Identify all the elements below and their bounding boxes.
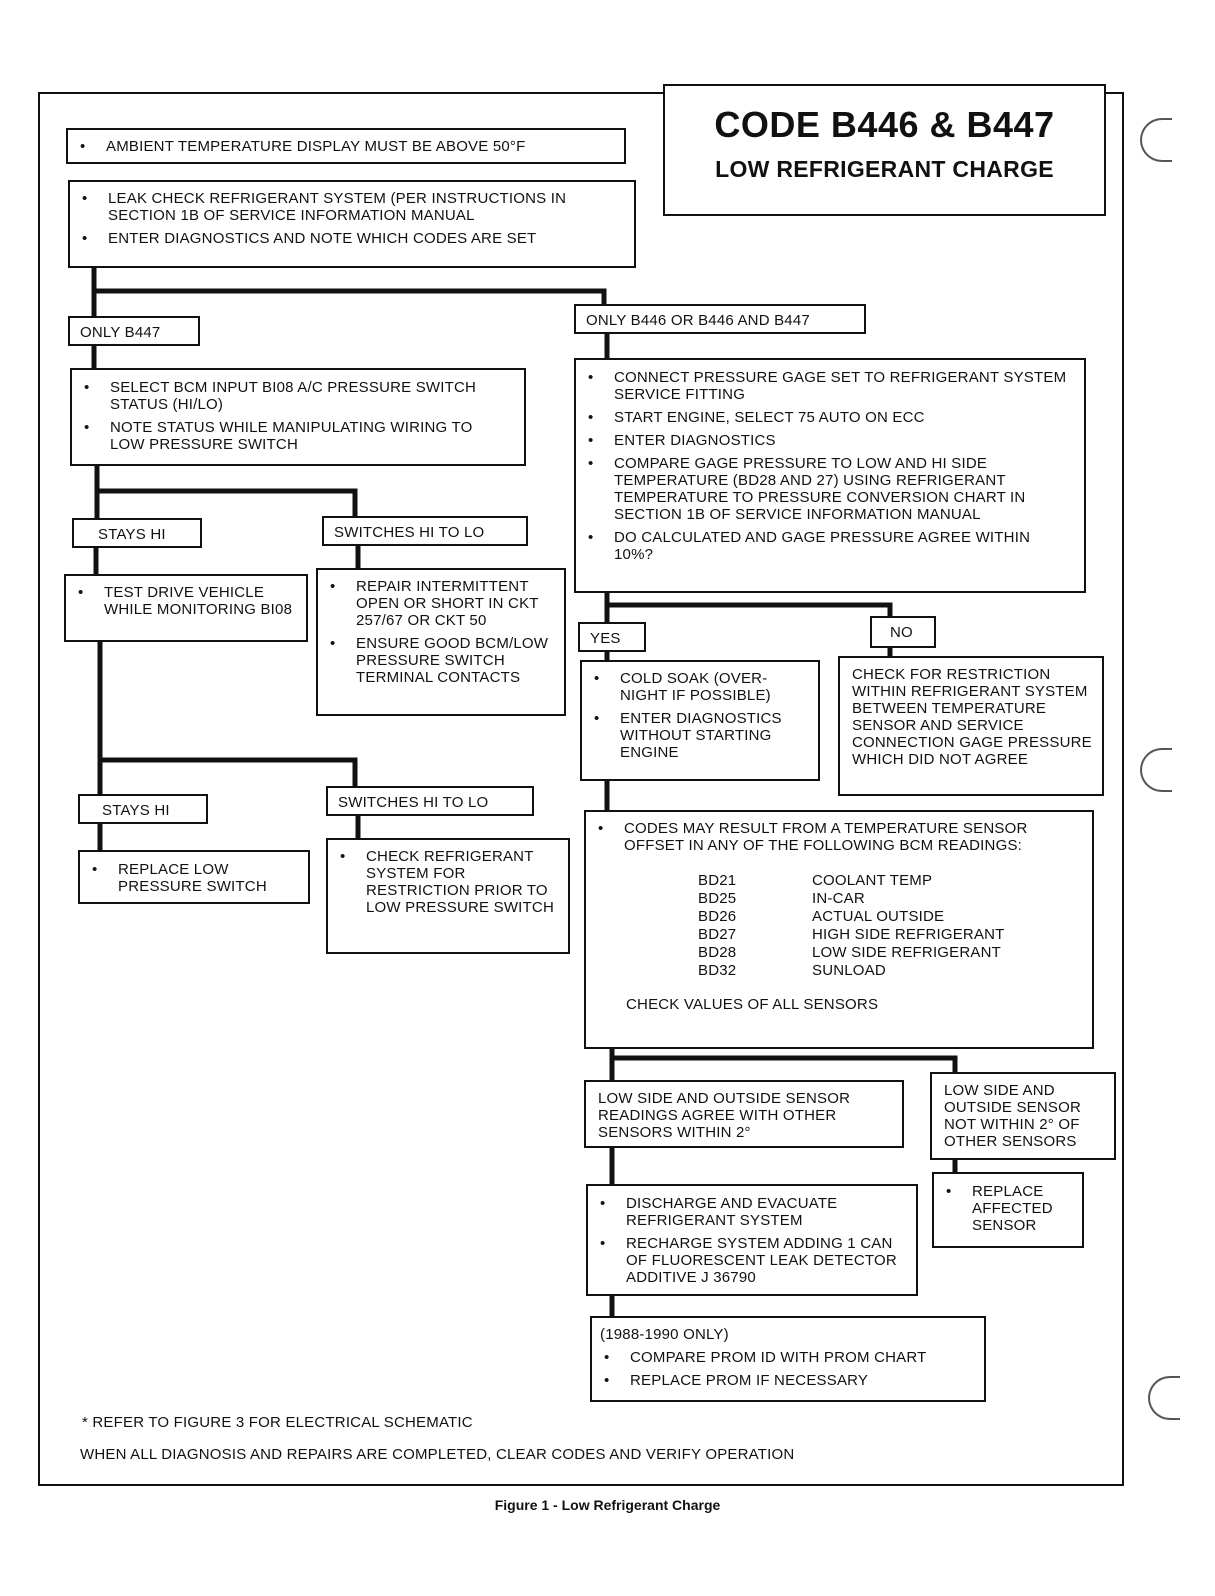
enter-diagnostics-no-start-step: • ENTER DIAGNOSTICS WITHOUT STARTING ENGINE xyxy=(582,710,812,761)
check-refrigerant-box xyxy=(326,838,570,954)
recharge-step: • RECHARGE SYSTEM ADDING 1 CAN OF FLUORESCENT LEAK DETECTOR ADDITIVE J 36790 xyxy=(588,1235,908,1286)
reading-name: COOLANT TEMP xyxy=(812,872,933,889)
no-label: NO xyxy=(870,616,936,648)
reading-name: IN-CAR xyxy=(812,890,865,907)
connect-gage-box xyxy=(574,358,1086,593)
stays-hi-label-1: STAYS HI xyxy=(72,518,202,548)
code-title: CODE B446 & B447 xyxy=(714,104,1055,145)
yes-label: YES xyxy=(578,622,646,652)
ensure-contacts-step: • ENSURE GOOD BCM/LOW PRESSURE SWITCH TERMINAL CONTACTS xyxy=(318,635,556,686)
bcm-readings-table xyxy=(698,872,1005,980)
compare-prom-step: • COMPARE PROM ID WITH PROM CHART xyxy=(592,1349,976,1366)
discharge-box xyxy=(586,1184,918,1296)
prom-year-range: (1988-1990 ONLY) xyxy=(600,1326,729,1343)
replace-switch-step: • REPLACE LOW PRESSURE SWITCH xyxy=(80,861,302,895)
prom-box xyxy=(590,1316,986,1402)
replace-switch-box xyxy=(78,850,310,904)
reading-code: BD32 xyxy=(698,962,737,979)
select-bcm-step: • SELECT BCM INPUT BI08 A/C PRESSURE SWITCH STATUS (HI/LO) xyxy=(72,379,504,413)
bcm-reading-row xyxy=(698,872,1005,890)
repair-intermittent-box xyxy=(316,568,566,716)
reading-name: SUNLOAD xyxy=(812,962,886,979)
check-restriction-box: CHECK FOR RESTRICTION WITHIN REFRIGERANT SYSTEM BETWEEN TEMPERATURE SENSOR AND SERVICE CONNECTION GAGE PRESSURE WHICH DID NOT AGREE xyxy=(838,656,1104,796)
check-values-text: CHECK VALUES OF ALL SENSORS xyxy=(626,996,879,1013)
leak-check-step: • LEAK CHECK REFRIGERANT SYSTEM (PER INSTRUCTIONS IN SECTION 1B OF SERVICE INFORMATION MANUAL xyxy=(70,190,604,224)
replace-prom-step: • REPLACE PROM IF NECESSARY xyxy=(592,1372,976,1389)
replace-sensor-step: • REPLACE AFFECTED SENSOR xyxy=(934,1183,1076,1234)
cold-soak-box xyxy=(580,660,820,781)
reading-code: BD28 xyxy=(698,944,737,961)
schematic-footnote: * REFER TO FIGURE 3 FOR ELECTRICAL SCHEMATIC xyxy=(82,1414,473,1431)
ambient-temperature-box xyxy=(66,128,626,164)
replace-sensor-box xyxy=(932,1172,1084,1248)
connect-gage-step: • CONNECT PRESSURE GAGE SET TO REFRIGERANT SYSTEM SERVICE FITTING xyxy=(576,369,1068,403)
start-engine-step: • START ENGINE, SELECT 75 AUTO ON ECC xyxy=(576,409,1068,426)
repair-intermittent-step: • REPAIR INTERMITTENT OPEN OR SHORT IN CKT 257/67 OR CKT 50 xyxy=(318,578,556,629)
select-bcm-box xyxy=(70,368,526,466)
ambient-temperature-step: • AMBIENT TEMPERATURE DISPLAY MUST BE ABOVE 50°F xyxy=(68,138,624,155)
test-drive-box xyxy=(64,574,308,642)
bcm-reading-row xyxy=(698,908,1005,926)
compare-pressure-step: • COMPARE GAGE PRESSURE TO LOW AND HI SIDE TEMPERATURE (BD28 AND 27) USING REFRIGERANT TEMPERATURE TO PRESSURE CONVERSION CHART IN SECTION 1B OF SERVICE INFORMATION MANUAL xyxy=(576,455,1068,523)
condition-subtitle: LOW REFRIGERANT CHARGE xyxy=(715,156,1054,182)
cold-soak-step: • COLD SOAK (OVER-NIGHT IF POSSIBLE) xyxy=(582,670,812,704)
switches-hi-to-lo-label-1: SWITCHES HI TO LO xyxy=(322,516,528,546)
codes-may-intro: • CODES MAY RESULT FROM A TEMPERATURE SENSOR OFFSET IN ANY OF THE FOLLOWING BCM READINGS: xyxy=(586,820,1080,854)
bcm-reading-row xyxy=(698,890,1005,908)
enter-diagnostics-gage-step: • ENTER DIAGNOSTICS xyxy=(576,432,1068,449)
reading-name: LOW SIDE REFRIGERANT xyxy=(812,944,1002,961)
enter-diagnostics-step: • ENTER DIAGNOSTICS AND NOTE WHICH CODES ARE SET xyxy=(70,230,604,247)
title-block xyxy=(663,84,1106,216)
switches-hi-to-lo-label-2: SWITCHES HI TO LO xyxy=(326,786,534,816)
reading-code: BD25 xyxy=(698,890,737,907)
reading-name: HIGH SIDE REFRIGERANT xyxy=(812,926,1005,943)
low-side-not-box: LOW SIDE AND OUTSIDE SENSOR NOT WITHIN 2° OF OTHER SENSORS xyxy=(930,1072,1116,1160)
reading-name: ACTUAL OUTSIDE xyxy=(812,908,945,925)
reading-code: BD27 xyxy=(698,926,737,943)
check-refrigerant-step: • CHECK REFRIGERANT SYSTEM FOR RESTRICTION PRIOR TO LOW PRESSURE SWITCH xyxy=(328,848,558,916)
figure-caption: Figure 1 - Low Refrigerant Charge xyxy=(494,1497,721,1513)
bcm-reading-row xyxy=(698,926,1005,944)
reading-code: BD21 xyxy=(698,872,737,889)
stays-hi-label-2: STAYS HI xyxy=(78,794,208,824)
only-b446-label: ONLY B446 OR B446 AND B447 xyxy=(574,304,866,334)
bcm-reading-row xyxy=(698,944,1005,962)
pressure-agree-question: • DO CALCULATED AND GAGE PRESSURE AGREE WITHIN 10%? xyxy=(576,529,1068,563)
bcm-reading-row xyxy=(698,962,1005,980)
note-status-step: • NOTE STATUS WHILE MANIPULATING WIRING TO LOW PRESSURE SWITCH xyxy=(72,419,504,453)
clear-codes-footnote: WHEN ALL DIAGNOSIS AND REPAIRS ARE COMPLETED, CLEAR CODES AND VERIFY OPERATION xyxy=(80,1446,795,1463)
leak-check-box xyxy=(68,180,636,268)
discharge-step: • DISCHARGE AND EVACUATE REFRIGERANT SYSTEM xyxy=(588,1195,908,1229)
only-b447-label: ONLY B447 xyxy=(68,316,200,346)
reading-code: BD26 xyxy=(698,908,737,925)
low-side-agree-box: LOW SIDE AND OUTSIDE SENSOR READINGS AGREE WITH OTHER SENSORS WITHIN 2° xyxy=(584,1080,904,1148)
codes-may-box xyxy=(584,810,1094,1049)
test-drive-step: • TEST DRIVE VEHICLE WHILE MONITORING BI08 xyxy=(66,584,296,618)
